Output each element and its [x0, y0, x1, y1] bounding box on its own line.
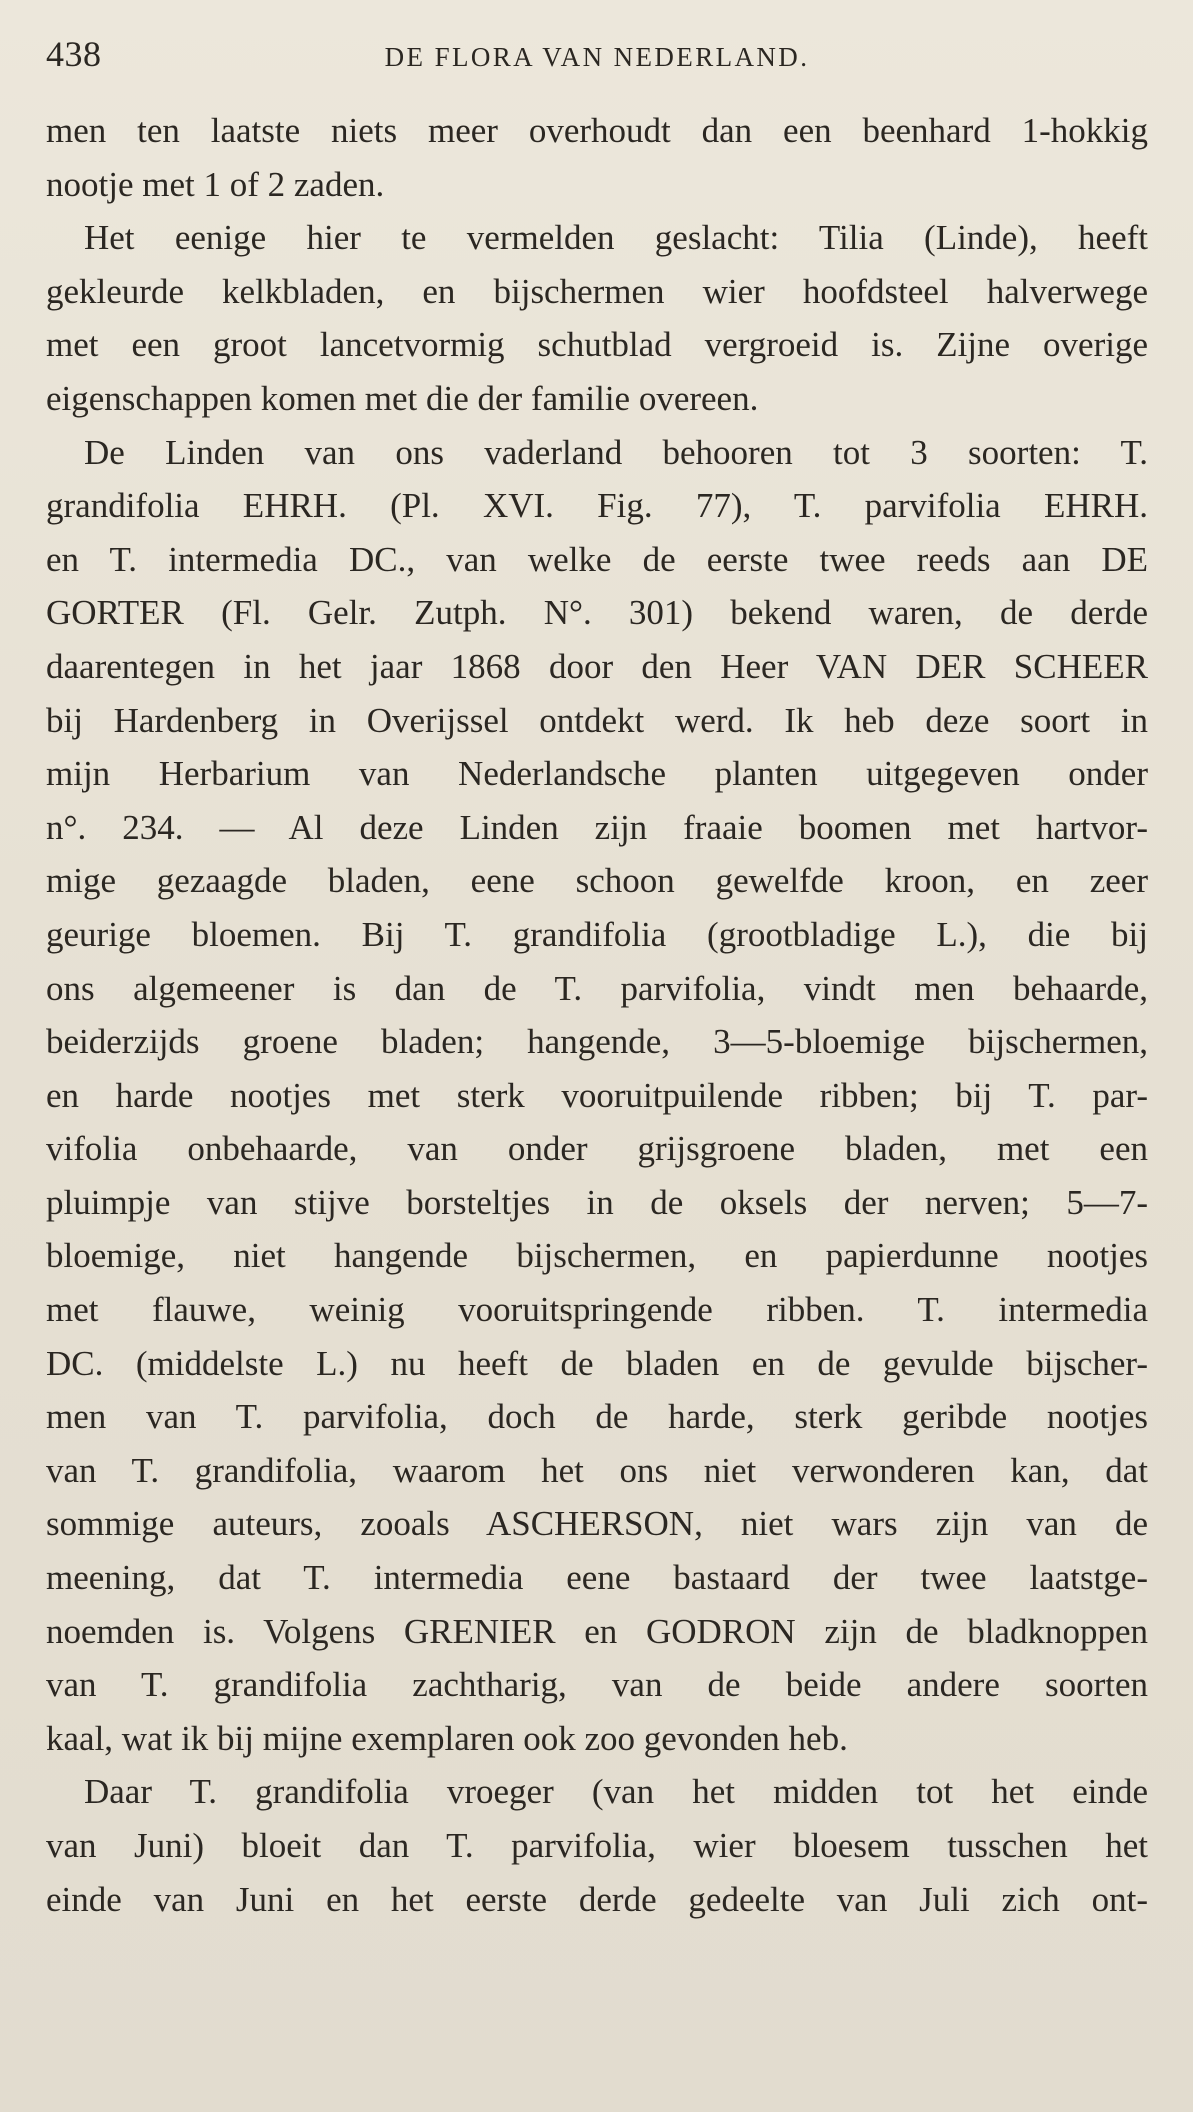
text-line: geurige bloemen. Bij T. grandifolia (grootbladige L.), die bij	[46, 914, 1148, 954]
text-line: ons algemeener is dan de T. parvifolia, vindt men behaarde,	[46, 968, 1148, 1008]
text-line: DC. (middelste L.) nu heeft de bladen en de gevulde bijscher-	[46, 1343, 1148, 1383]
text-line: men ten laatste niets meer overhoudt dan een beenhard 1-hokkig	[46, 111, 1148, 150]
paragraph-species	[46, 426, 1148, 1766]
text-line: nootje met 1 of 2 zaden.	[46, 164, 385, 204]
paragraph-flowering	[46, 1765, 1148, 1926]
text-line: van T. grandifolia, waarom het ons niet verwonderen kan, dat	[46, 1450, 1148, 1490]
text-line: eigenschappen komen met die der familie overeen.	[46, 378, 759, 418]
body-text	[46, 104, 1148, 1926]
text-line: met flauwe, weinig vooruitspringende ribben. T. intermedia	[46, 1290, 1148, 1330]
text-line: Daar T. grandifolia vroeger (van het midden tot het einde	[84, 1772, 1148, 1812]
text-line: bij Hardenberg in Overijssel ontdekt werd. Ik heb deze soort in	[46, 700, 1148, 740]
text-line: mijn Herbarium van Nederlandsche planten uitgegeven onder	[46, 754, 1148, 794]
text-line: vifolia onbehaarde, van onder grijsgroene bladen, met een	[46, 1129, 1148, 1169]
text-line: De Linden van ons vaderland behooren tot 3 soorten: T.	[84, 432, 1148, 472]
text-line: sommige auteurs, zooals ASCHERSON, niet wars zijn van de	[46, 1504, 1148, 1544]
text-line: einde van Juni en het eerste derde gedeelte van Juli zich ont-	[46, 1879, 1148, 1919]
text-line: daarentegen in het jaar 1868 door den Heer VAN DER SCHEER	[46, 646, 1148, 686]
text-line: en T. intermedia DC., van welke de eerste twee reeds aan DE	[46, 539, 1148, 579]
text-line: van Juni) bloeit dan T. parvifolia, wier bloesem tusschen het	[46, 1826, 1148, 1865]
text-line: met een groot lancetvormig schutblad vergroeid is. Zijne overige	[46, 325, 1148, 365]
text-line: grandifolia EHRH. (Pl. XVI. Fig. 77), T. parvifolia EHRH.	[46, 486, 1148, 526]
text-line: men van T. parvifolia, doch de harde, sterk geribde nootjes	[46, 1397, 1148, 1437]
text-line: beiderzijds groene bladen; hangende, 3—5-bloemige bijschermen,	[46, 1022, 1148, 1062]
text-line: n°. 234. — Al deze Linden zijn fraaie boomen met hartvor-	[46, 807, 1148, 847]
text-line: gekleurde kelkbladen, en bijschermen wier hoofdsteel halverwege	[46, 271, 1148, 311]
text-line: kaal, wat ik bij mijne exemplaren ook zoo gevonden heb.	[46, 1718, 848, 1758]
page-header	[46, 34, 1148, 104]
text-line: en harde nootjes met sterk vooruitpuilende ribben; bij T. par-	[46, 1075, 1148, 1115]
running-head: DE FLORA VAN NEDERLAND.	[384, 42, 810, 72]
paragraph-continuation	[46, 104, 1148, 211]
text-line: meening, dat T. intermedia eene bastaard der twee laatstge-	[46, 1558, 1148, 1598]
text-line: mige gezaagde bladen, eene schoon gewelfde kroon, en zeer	[46, 861, 1148, 901]
text-line: van T. grandifolia zachtharig, van de beide andere soorten	[46, 1665, 1148, 1705]
text-line: GORTER (Fl. Gelr. Zutph. N°. 301) bekend waren, de derde	[46, 593, 1148, 633]
text-line: noemden is. Volgens GRENIER en GODRON zijn de bladknoppen	[46, 1611, 1148, 1651]
text-line: bloemige, niet hangende bijschermen, en papierdunne nootjes	[46, 1236, 1148, 1276]
paragraph-genus	[46, 211, 1148, 425]
text-line: pluimpje van stijve borsteltjes in de oksels der nerven; 5—7-	[46, 1182, 1148, 1222]
page-number: 438	[46, 34, 102, 74]
text-line: Het eenige hier te vermelden geslacht: Tilia (Linde), heeft	[84, 218, 1148, 258]
